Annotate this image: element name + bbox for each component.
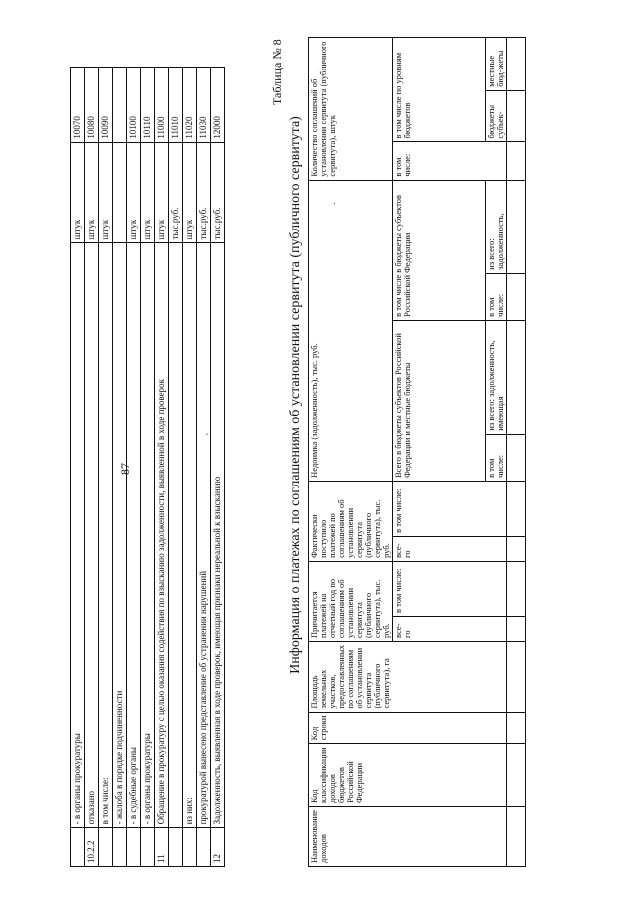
header-accrued: Причитается платежей на отчетный год по соглашениям об установлении сервитута (публичного сервитута), тыс. руб.: [309, 561, 393, 641]
row-name: [169, 243, 183, 828]
summary-table: [70, 67, 225, 867]
row-name: Обращение в прокуратуру с целью оказания содействия по взысканию задолженности, выявленной в ходе проверок: [155, 243, 169, 828]
h-subject-budgets: в том числе в бюджеты субъектов Российской Федерации: [393, 180, 486, 320]
row-code: 10110: [141, 68, 155, 143]
h-vtch-3: в том числе:: [486, 434, 507, 481]
row-unit: штук: [155, 142, 169, 243]
row-name: в том числе:: [99, 243, 113, 828]
row-name: - в органы прокуратуры: [141, 243, 155, 828]
h-vtch-count: в том числе:: [393, 142, 507, 180]
h-vtch-1: в том числе:: [393, 561, 507, 616]
row-number: 11: [155, 828, 169, 867]
row-number: [197, 828, 211, 867]
empty-cell: [507, 744, 526, 807]
header-row-code: Код строки: [309, 712, 507, 744]
table-row: [155, 68, 169, 867]
empty-cell: [507, 561, 526, 616]
row-code: 11030: [197, 68, 211, 143]
row-unit: [113, 142, 127, 243]
table-row: [211, 68, 225, 867]
empty-cell: [507, 90, 526, 142]
empty-cell: [507, 807, 526, 867]
h-level: в том числе по уровням бюджетов: [393, 38, 486, 142]
row-name: прокуратурой вынесено представление об устранении нарушений: [197, 243, 211, 828]
h-iz-vsego-2: из всего: задолженность,: [486, 180, 507, 273]
row-code: 11000: [155, 68, 169, 143]
empty-cell: [507, 712, 526, 744]
table-row: [169, 68, 183, 867]
table-label: Таблица № 8: [270, 39, 284, 105]
scan-speck: ': [205, 433, 216, 435]
header-area: Площадь земельных участков, предоставленных по соглашениям об установлении сервитута (публичного сервитута), га: [309, 641, 507, 712]
row-unit: тыс.руб.: [169, 142, 183, 243]
row-code: 10070: [71, 68, 85, 143]
empty-cell: [507, 320, 526, 434]
empty-cell: [507, 38, 526, 91]
header-received: Фактически поступило платежей по соглашениям об установлении сервитута (публичного сервитута), тыс. руб.: [309, 481, 393, 561]
table-row: [141, 68, 155, 867]
h-local: местные бюд-жеты: [486, 38, 507, 91]
empty-cell: [507, 641, 526, 712]
h-vtch-4: в том числе:: [486, 273, 507, 320]
row-name: - жалоба в порядке подчиненности: [113, 243, 127, 828]
row-name: отказано: [85, 243, 99, 828]
table-row: [99, 68, 113, 867]
empty-cell: [507, 536, 526, 561]
h-budget-subj: бюджеты субъек-: [486, 90, 507, 142]
row-code: 10080: [85, 68, 99, 143]
row-unit: штук: [71, 142, 85, 243]
header-name: Наименование доходов: [309, 807, 507, 867]
h-vsego-2: все-го: [393, 536, 507, 561]
row-code: [113, 68, 127, 143]
row-unit: тыс.руб.: [197, 142, 211, 243]
empty-cell: [507, 142, 526, 180]
page-number: 87: [118, 463, 132, 475]
row-number: [113, 828, 127, 867]
row-code: 10090: [99, 68, 113, 143]
payments-table: [308, 37, 526, 867]
row-number: [127, 828, 141, 867]
empty-cell: [507, 180, 526, 273]
table-row: [85, 68, 99, 867]
row-number: [141, 828, 155, 867]
row-unit: штук: [141, 142, 155, 243]
h-total-budgets: Всего в бюджеты субъектов Российской Федерации и местные бюджеты: [393, 320, 486, 481]
row-code: 11020: [183, 68, 197, 143]
row-number: [99, 828, 113, 867]
h-vsego-1: все-го: [393, 616, 507, 641]
section-title: Информация о платежах по соглашениям об установлении сервитута (публичного сервитута): [288, 116, 303, 674]
row-number: 12: [211, 828, 225, 867]
row-unit: штук: [127, 142, 141, 243]
row-number: [169, 828, 183, 867]
row-number: [71, 828, 85, 867]
row-name: - в судебные органы: [127, 243, 141, 828]
row-name: из них:: [183, 243, 197, 828]
header-kbk: Код классификации доходов бюджетов Российской Федерации: [309, 744, 507, 807]
header-arrears: Недоимка (задолженность), тыс. руб.: [309, 180, 393, 481]
row-unit: штук: [99, 142, 113, 243]
row-number: [183, 828, 197, 867]
h-iz-vsego: из всего: задолженность, имеющая: [486, 320, 507, 434]
table-row: [71, 68, 85, 867]
table-row: [197, 68, 211, 867]
empty-cell: [507, 273, 526, 320]
row-code: 10100: [127, 68, 141, 143]
row-name: Задолженность, выявленная в ходе проверок, имеющая признаки нереальной к взысканию: [211, 243, 225, 828]
row-unit: штук: [85, 142, 99, 243]
row-number: 10.2.2: [85, 828, 99, 867]
row-unit: штук: [183, 142, 197, 243]
table-row: [127, 68, 141, 867]
table-row: [183, 68, 197, 867]
row-code: 11010: [169, 68, 183, 143]
row-code: 12000: [211, 68, 225, 143]
row-unit: тыс.руб.: [211, 142, 225, 243]
scan-speck: ·: [330, 201, 341, 205]
header-count: Количество соглашений об установлении сервитута (публичного сервитута), штук: [309, 38, 393, 181]
h-vtch-2: в том числе:: [393, 481, 507, 536]
empty-cell: [507, 434, 526, 481]
table-row: [113, 68, 127, 867]
empty-cell: [507, 616, 526, 641]
empty-cell: [507, 481, 526, 536]
row-name: - в органы прокуратуры: [71, 243, 85, 828]
